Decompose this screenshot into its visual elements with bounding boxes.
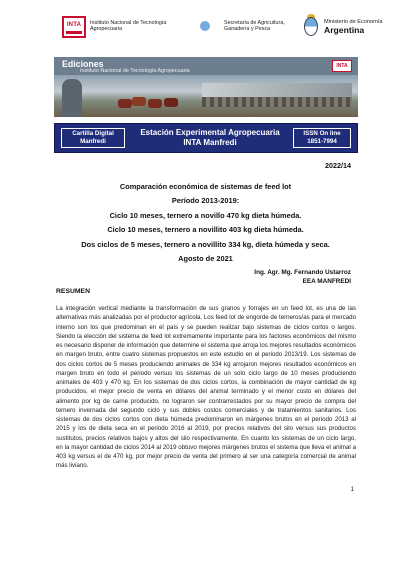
ministerio-block: [324, 19, 411, 35]
ediciones-banner: [54, 57, 358, 117]
page-number: 1: [350, 487, 354, 493]
title-line: Comparación económica de sistemas de feed lot: [119, 182, 292, 191]
section-heading: RESUMEN: [56, 288, 90, 295]
banner-inta-text: INTA: [336, 63, 348, 69]
title-line: Período 2013-2019:: [171, 196, 240, 206]
country-name: Argentina: [324, 25, 365, 36]
station-line1: Estación Experimental Agropecuaria: [140, 128, 280, 137]
title-line: Dos ciclos de 5 meses, ternero a novillito 334 kg, dieta húmeda y seca.: [81, 239, 330, 249]
title-line: Ciclo 10 meses, ternero a novillo 470 kg dieta húmeda.: [109, 210, 302, 220]
feedlot-pens-image: [202, 97, 352, 107]
document-title: [40, 180, 371, 266]
cartilla-location: Manfredi: [80, 138, 106, 146]
inta-logo-bar: [66, 31, 82, 34]
cartilla-label: Cartilla Digital: [72, 130, 114, 137]
banner-title: Ediciones: [62, 59, 104, 69]
inta-logo-text: INTA: [66, 22, 82, 28]
publication-date: Agosto de 2021: [178, 254, 233, 264]
inta-name: Instituto Nacional de Tecnología Agropecuaria: [90, 20, 167, 33]
secretaria-name: Secretaría de Agricultura, Ganadería y Pesca: [224, 20, 285, 33]
station-name: [133, 128, 287, 148]
cartilla-box: [61, 128, 125, 148]
coat-of-arms-icon: [302, 14, 320, 38]
header-logos: [62, 14, 383, 46]
cattle-image: [118, 93, 188, 111]
banner-subtitle: Instituto Nacional de Tecnología Agropecuaria: [80, 68, 190, 74]
sun-icon: [196, 17, 214, 37]
ministerio-name: Ministerio de Economía: [324, 19, 383, 25]
inta-logo: [62, 16, 86, 38]
summary-paragraph: La integración vertical mediante la transformación de sus granos y forrajes en un feed lot, es una de las alternativas más analizadas por el productor agrícola. Los feed lot de engorde de terneros/as para el mercado interno son los que predominan en el país y se pueden realizar bajo sistemas de ciclos cortos o largos. Siendo la elección del sistema de feed lot extremamente importante para los factores económicos del mismo es necesario disponer de información que determine el sistema que arroja los mejores resultados económicos en margen bruto, entre cuatro sistemas propuestos en este estudio en el periodo 2013/19. Los sistemas de dos ciclos cortos de 5 meses produciendo animales de 334 kg arrojaron mejores resultados económicos en margen bruto en todo el periodo versus los sistemas de un solo ciclo largo de 10 meses produciendo animales de 403 y 470 kg. En los sistemas de dos ciclos cortos, la combinación de mayor cantidad de kg producidos, el mejor precio de venta en dólares del animal terminado y el menor costo en dólares del alimento por kg de carne producido, no lograron ser contrarrestados por su mayor precio de compra del ternero invernada del segundo ciclo y sus dobles costos comerciales y de tratamientos sanitarios. Los sistemas de dos ciclos cortos con dieta húmeda predominaron en márgenes brutos en el periodo 2013 al 2015 y los de dieta seca en el periodo 2016 al 2019, por precios relativos del silo versus sus productos sustitutos, precios relativos bajos y altos del silo respectivamente. En cuanto los sistemas de un ciclo largo, en la mayor cantidad de ciclos 2014 al 2019 obtuvo mejores márgenes brutos el sistema que lleva el animal a 403 kg versus el de 470 kg, por mejor precio de venta del primero al ser una categoría comercial de animal más liviano.: [56, 305, 356, 470]
issn-number: 1851-7994: [307, 138, 337, 146]
banner-inta-logo: [332, 60, 352, 72]
author-block: [254, 268, 351, 286]
banner-person-image: [62, 79, 82, 117]
author-name: Ing. Agr. Mg. Fernando Ustarroz: [254, 269, 351, 276]
feedlot-shed-image: [202, 83, 352, 97]
title-line: Ciclo 10 meses, ternero a novillito 403 kg dieta húmeda.: [107, 225, 304, 235]
publication-info-bar: [54, 123, 358, 153]
document-number: 2022/14: [325, 161, 351, 170]
author-affiliation: EEA MANFREDI: [302, 278, 351, 285]
station-line2: INTA Manfredi: [183, 138, 237, 147]
issn-label: ISSN On line: [303, 130, 341, 137]
issn-box: [293, 128, 351, 148]
